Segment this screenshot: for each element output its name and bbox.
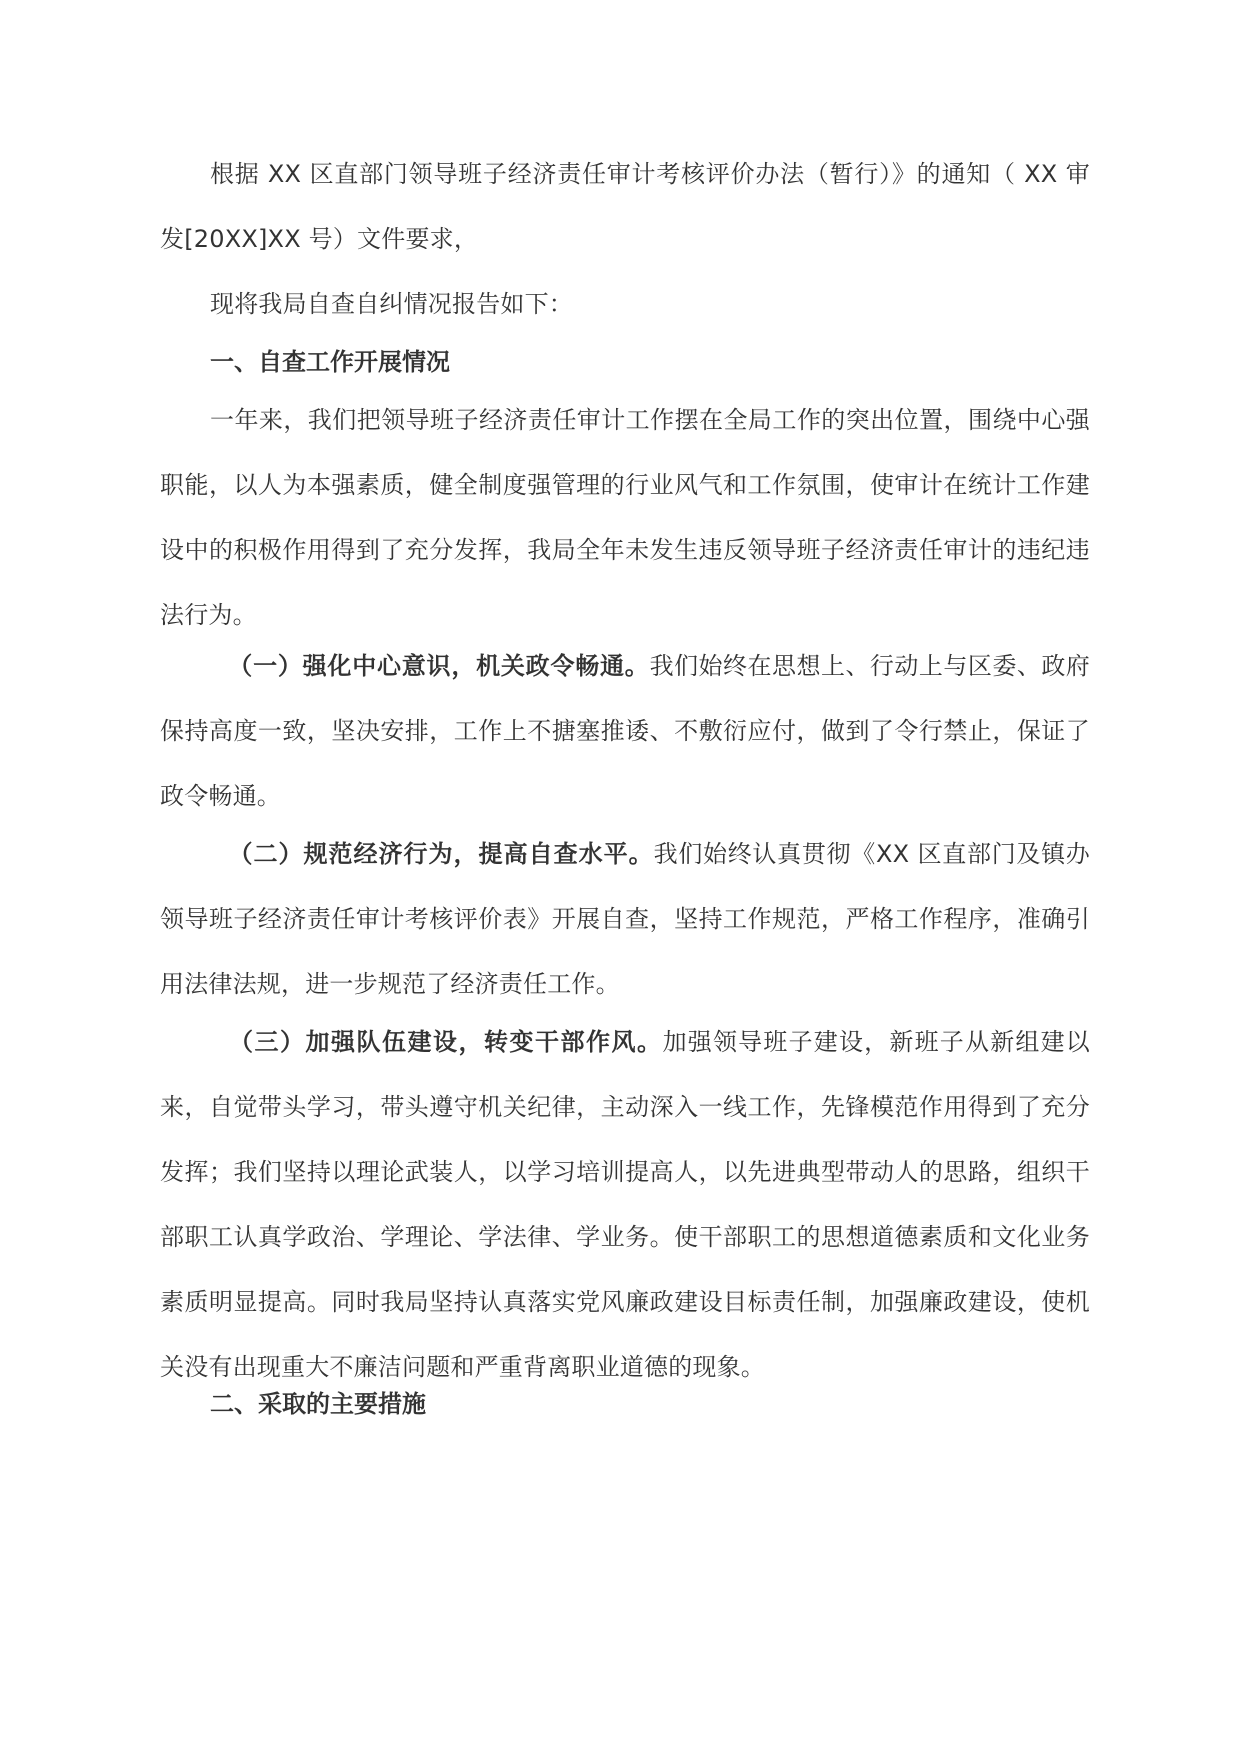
item-3-paragraph [160,1010,1090,1400]
section-1-text: 一年来，我们把领导班子经济责任审计工作摆在全局工作的突出位置，围绕中心强职能，以人为本强素质，健全制度强管理的行业风气和工作氛围，使审计在统计工作建设中的积极作用得到了充分发挥，我局全年未发生违反领导班子经济责任审计的违纪违法行为。 [160,406,1090,629]
section-1-heading: 一、自查工作开展情况 [210,348,450,376]
report-intro-paragraph [160,272,1090,337]
intro-paragraph [160,142,1090,272]
item-1-lead: （一）强化中心意识，机关政令畅通。 [228,652,650,680]
item-1-paragraph [160,634,1090,829]
report-intro-text: 现将我局自查自纠情况报告如下： [210,290,573,318]
item-2-lead: （二）规范经济行为，提高自查水平。 [228,840,654,868]
item-3-lead: （三）加强队伍建设，转变干部作风。 [228,1028,663,1056]
item-2-text: 我们始终认真贯彻《XX 区直部门及镇办领导班子经济责任审计考核评价表》开展自查，坚持工作规范，严格工作程序，准确引用法律法规，进一步规范了经济责任工作。 [160,840,1091,998]
section-2-heading: 二、采取的主要措施 [210,1390,426,1418]
section-1-paragraph [160,388,1090,648]
item-2-paragraph [160,822,1090,1017]
item-1-text: 我们始终在思想上、行动上与区委、政府保持高度一致，坚决安排，工作上不搪塞推诿、不敷衍应付，做到了令行禁止，保证了政令畅通。 [160,652,1090,810]
item-3-text: 加强领导班子建设，新班子从新组建以来，自觉带头学习，带头遵守机关纪律，主动深入一线工作，先锋模范作用得到了充分发挥；我们坚持以理论武装人，以学习培训提高人，以先进典型带动人的思路，组织干部职工认真学政治、学理论、学法律、学业务。使干部职工的思想道德素质和文化业务素质明显提高。同时我局坚持认真落实党风廉政建设目标责任制，加强廉政建设，使机关没有出现重大不廉洁问题和严重背离职业道德的现象。 [160,1028,1091,1381]
intro-text: 根据 XX 区直部门领导班子经济责任审计考核评价办法（暂行）》的通知（ XX 审发[20XX]XX 号）文件要求， [160,160,1090,253]
